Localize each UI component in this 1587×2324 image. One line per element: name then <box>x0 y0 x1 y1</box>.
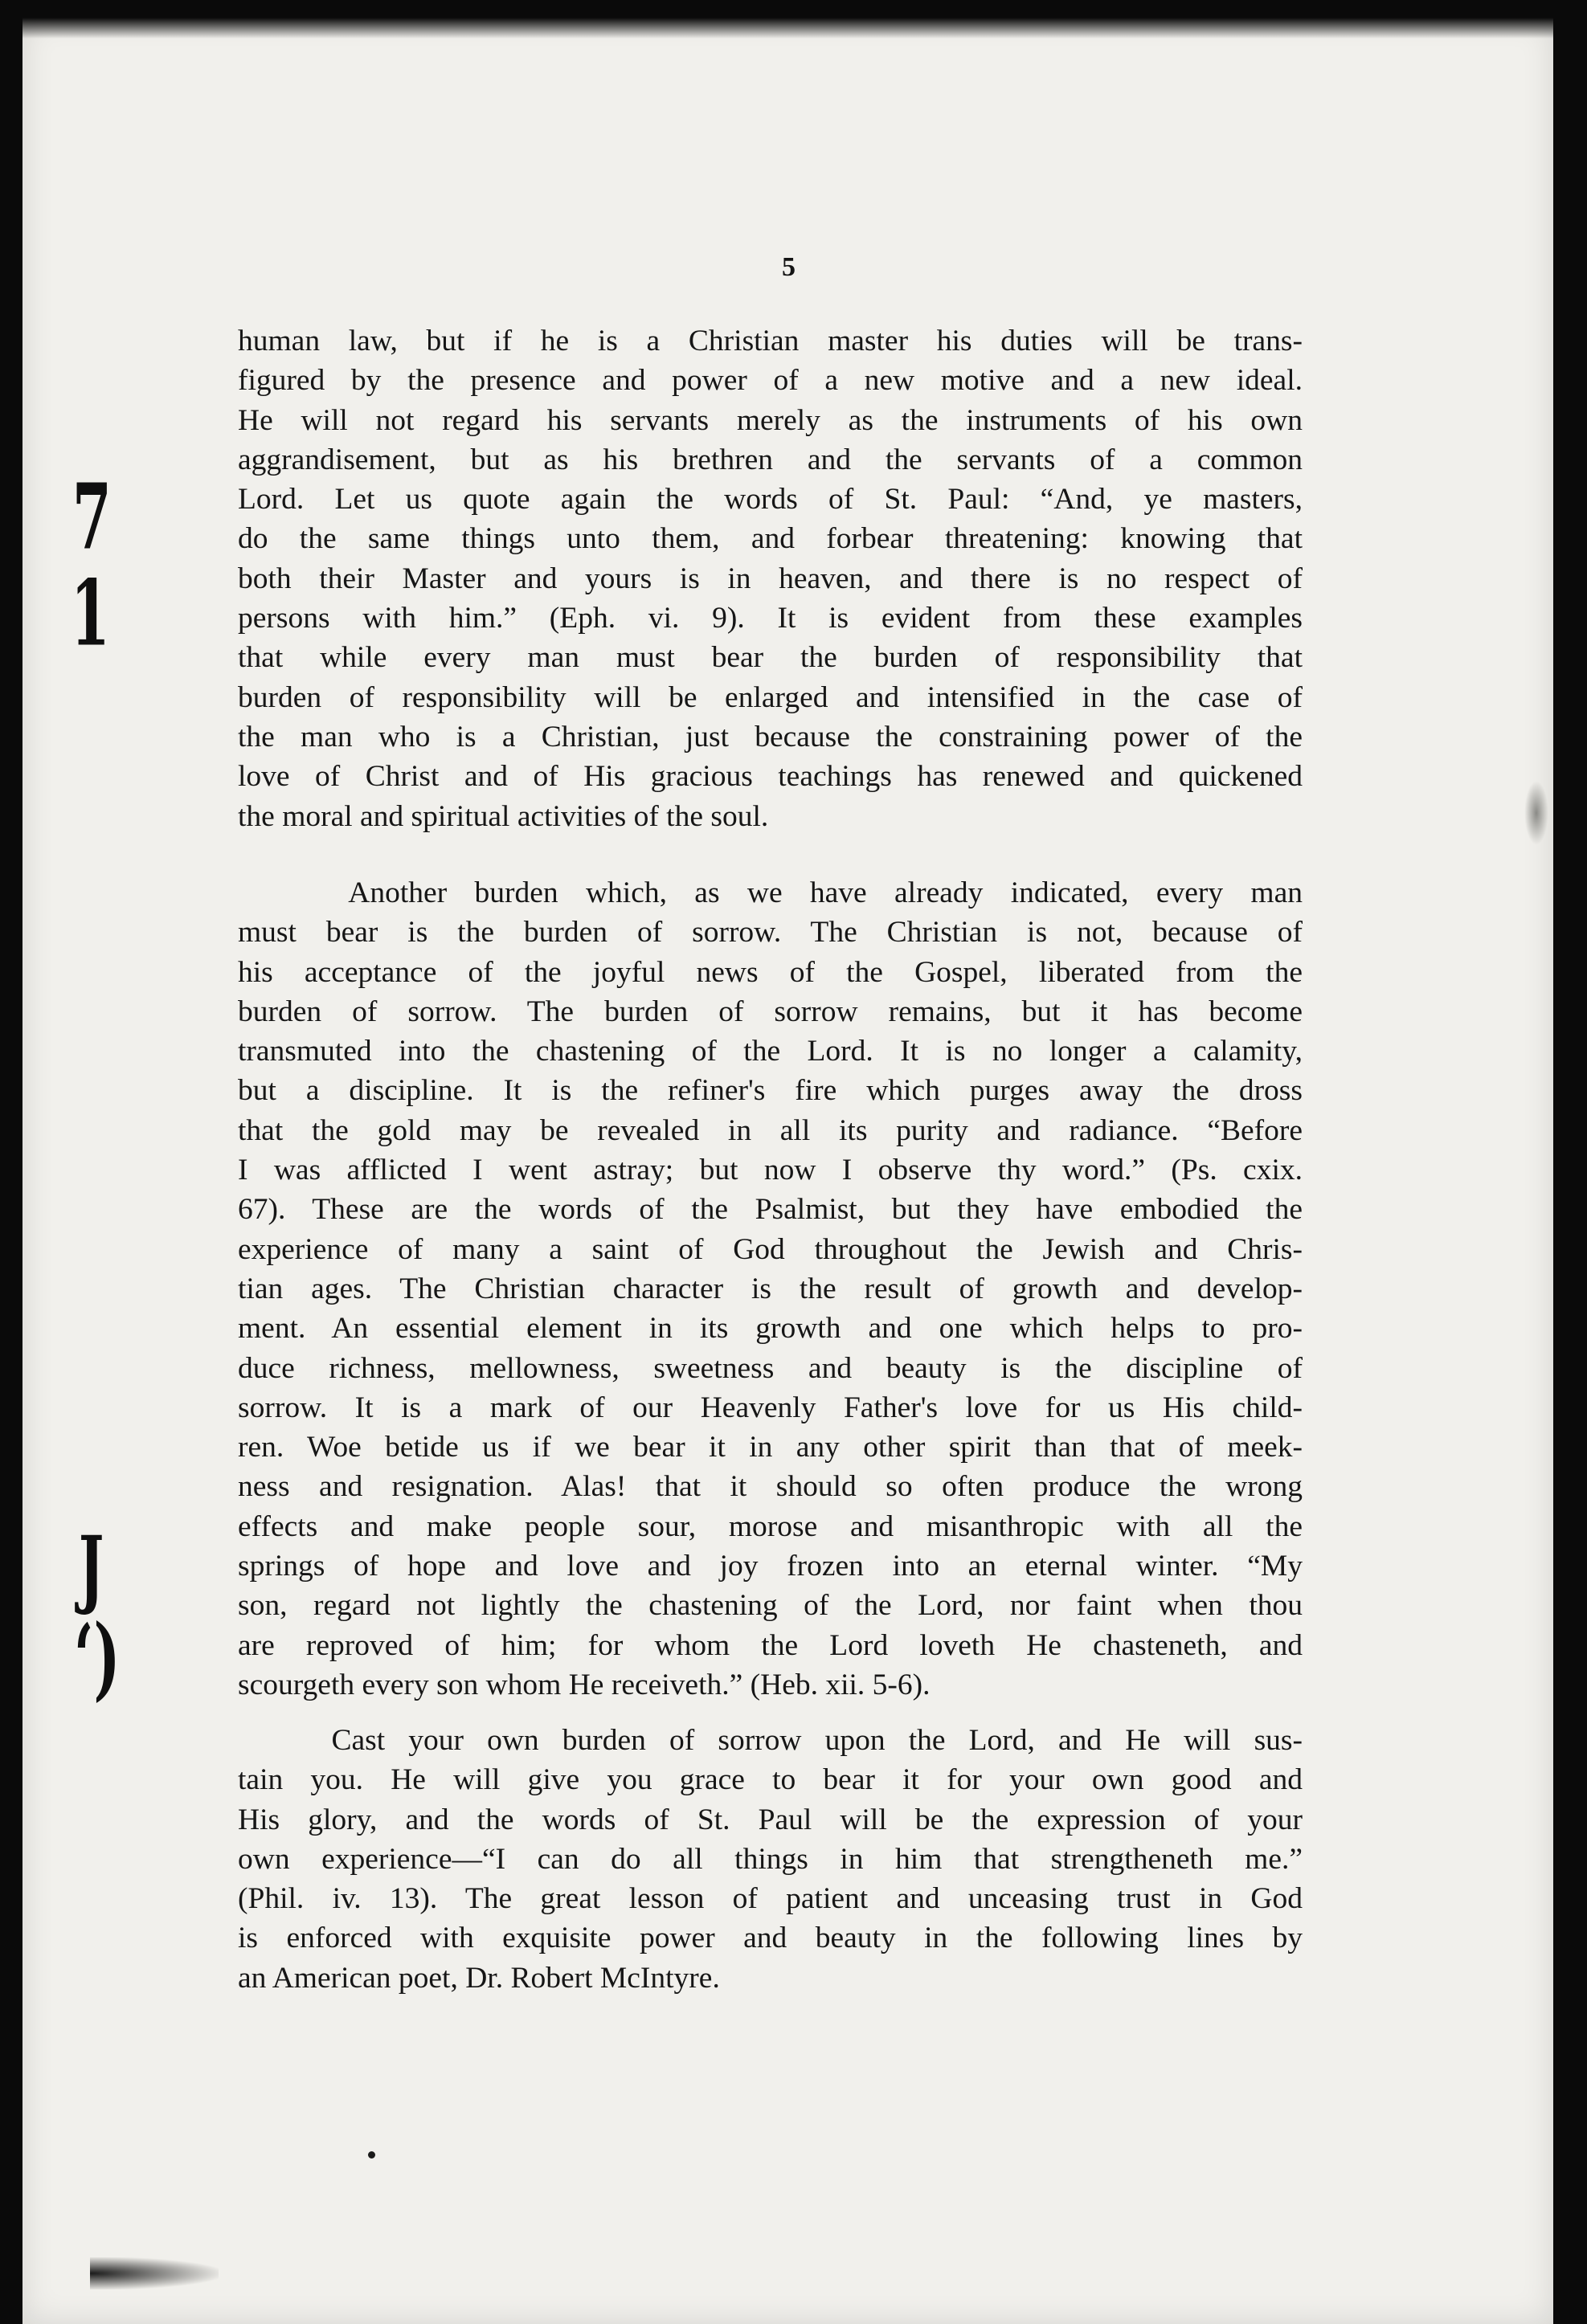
text-line: 67). These are the words of the Psalmist, but they have embodied the <box>238 1193 1303 1227</box>
margin-mark: ʻ) <box>74 1604 121 1711</box>
text-line: that while every man must bear the burden of responsibility that <box>238 641 1303 675</box>
text-line: that the gold may be revealed in all its purity and radiance. “Before <box>238 1113 1303 1147</box>
text-line: must bear is the burden of sorrow. The Christian is not, because of <box>238 916 1303 950</box>
text-line: is enforced with exquisite power and beauty in the following lines by <box>238 1922 1303 1955</box>
text-line: burden of responsibility will be enlarged and intensified in the case of <box>238 680 1303 714</box>
text-line: His glory, and the words of St. Paul will be the expression of your <box>238 1803 1303 1836</box>
text-line: ren. Woe betide us if we bear it in any other spirit than that of meek- <box>238 1431 1303 1464</box>
text-line: tain you. He will give you grace to bear it for your own good and <box>238 1763 1303 1797</box>
text-line: aggrandisement, but as his brethren and the servants of a common <box>238 443 1303 476</box>
text-line: son, regard not lightly the chastening of the Lord, nor faint when thou <box>238 1589 1303 1623</box>
text-line: (Phil. iv. 13). The great lesson of patient and unceasing trust in God <box>238 1882 1303 1916</box>
paragraph-3 <box>238 1721 1303 1998</box>
text-line: the man who is a Christian, just because the constraining power of the <box>238 720 1303 754</box>
paragraph-1 <box>238 321 1303 836</box>
text-line: effects and make people sour, morose and misanthropic with all the <box>238 1509 1303 1543</box>
text-line: experience of many a saint of God throughout the Jewish and Chris- <box>238 1232 1303 1266</box>
text-line: Another burden which, as we have already indicated, every man <box>238 876 1303 909</box>
text-line: his acceptance of the joyful news of the Gospel, liberated from the <box>238 955 1303 989</box>
document-page <box>22 18 1553 2324</box>
text-line: an American poet, Dr. Robert McIntyre. <box>238 1961 720 1995</box>
text-line: but a discipline. It is the refiner's fire which purges away the dross <box>238 1074 1303 1108</box>
margin-mark: 7 <box>72 464 112 570</box>
margin-mark: J <box>79 1517 104 1618</box>
text-line: do the same things unto them, and forbear threatening: knowing that <box>238 522 1303 556</box>
text-line: persons with him.” (Eph. vi. 9). It is evident from these examples <box>238 602 1303 635</box>
text-line: duce richness, mellowness, sweetness and beauty is the discipline of <box>238 1351 1303 1385</box>
text-line: ment. An essential element in its growth and one which helps to pro- <box>238 1312 1303 1346</box>
text-line: tian ages. The Christian character is the result of growth and develop- <box>238 1272 1303 1305</box>
text-line: sorrow. It is a mark of our Heavenly Father's love for us His child- <box>238 1391 1303 1424</box>
text-line: scourgeth every son whom He receiveth.” (Heb. xii. 5-6). <box>238 1668 931 1701</box>
text-line: Cast your own burden of sorrow upon the Lord, and He will sus- <box>238 1724 1303 1757</box>
paragraph-2 <box>238 873 1303 1705</box>
text-line: He will not regard his servants merely as the instruments of his own <box>238 403 1303 437</box>
text-line: burden of sorrow. The burden of sorrow remains, but it has become <box>238 995 1303 1028</box>
page-number: 5 <box>782 252 796 282</box>
margin-mark: 1 <box>71 560 110 667</box>
text-line: ness and resignation. Alas! that it should so often produce the wrong <box>238 1470 1303 1504</box>
text-line: Lord. Let us quote again the words of St. Paul: “And, ye masters, <box>238 483 1303 517</box>
text-line: love of Christ and of His gracious teachings has renewed and quickened <box>238 760 1303 794</box>
scan-blot <box>1524 781 1548 845</box>
text-line: figured by the presence and power of a new motive and a new ideal. <box>238 364 1303 398</box>
text-line: own experience—“I can do all things in him that strengtheneth me.” <box>238 1842 1303 1876</box>
text-line: human law, but if he is a Christian master his duties will be trans- <box>238 325 1303 357</box>
text-line: the moral and spiritual activities of the soul. <box>238 799 769 833</box>
text-line: I was afflicted I went astray; but now I observe thy word.” (Ps. cxix. <box>238 1154 1303 1187</box>
ink-dot <box>368 2151 375 2159</box>
text-line: transmuted into the chastening of the Lord. It is no longer a calamity, <box>238 1035 1303 1068</box>
scan-blot <box>90 2257 219 2289</box>
text-line: springs of hope and love and joy frozen into an eternal winter. “My <box>238 1550 1303 1583</box>
text-line: are reproved of him; for whom the Lord loveth He chasteneth, and <box>238 1628 1303 1662</box>
text-line: both their Master and yours is in heaven, and there is no respect of <box>238 562 1303 595</box>
scan-edge-shadow <box>22 18 1553 39</box>
